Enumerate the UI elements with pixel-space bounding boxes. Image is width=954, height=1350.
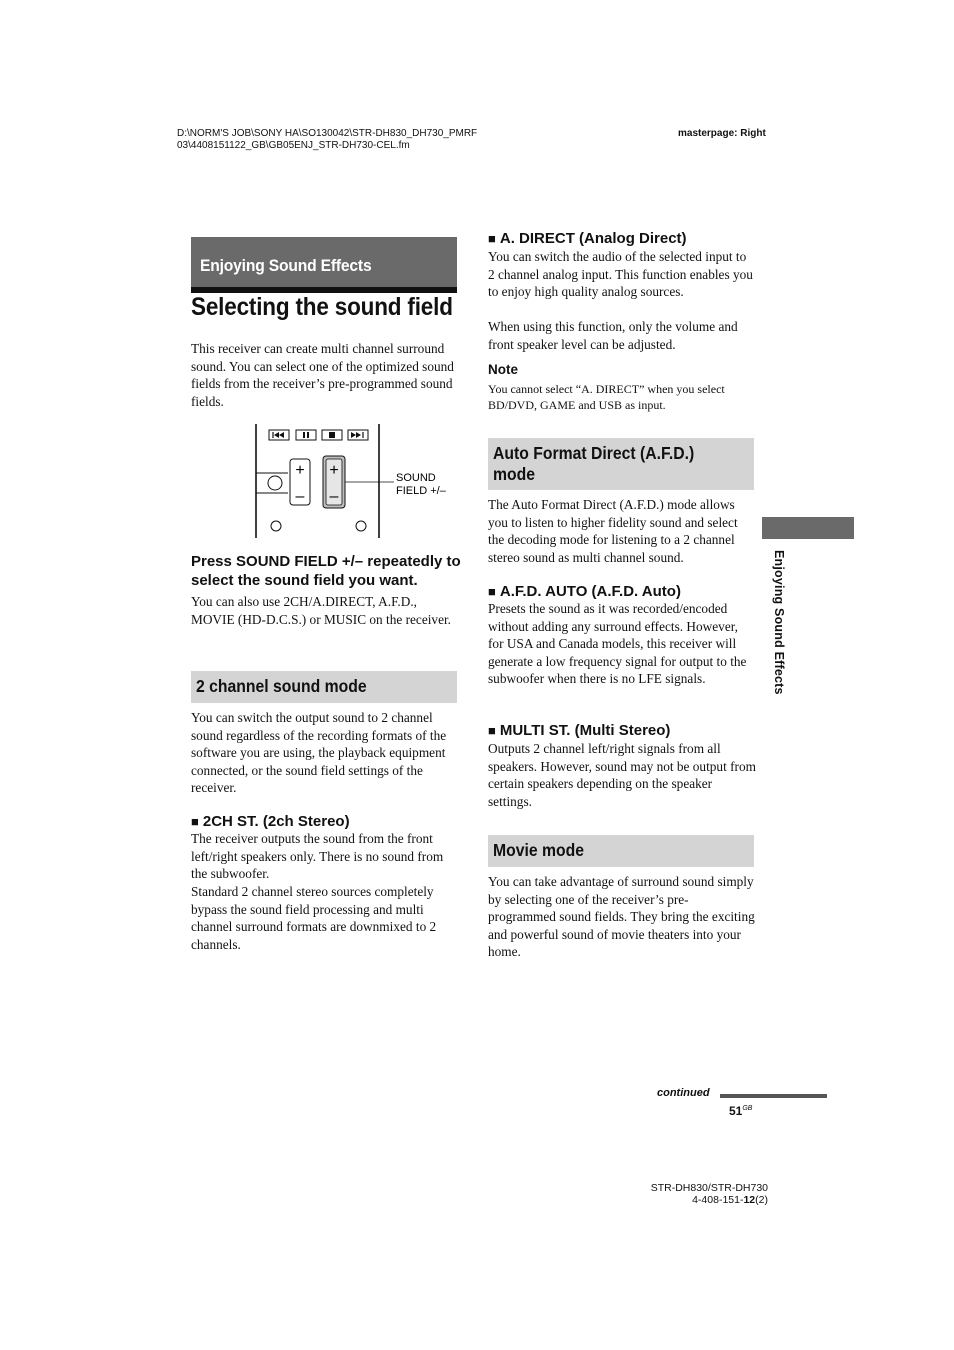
sound-field-rocker	[323, 456, 345, 508]
sound-field-plus-label: +	[329, 462, 339, 479]
volume-plus-label: +	[295, 462, 305, 479]
square-bullet-icon: ■	[488, 231, 496, 246]
a-direct-heading	[488, 229, 687, 248]
sound-field-label-line2: FIELD +/–	[396, 485, 446, 497]
section-banner-text: Enjoying Sound Effects	[200, 256, 372, 275]
two-ch-stereo-heading-text: 2CH ST. (2ch Stereo)	[202, 813, 350, 830]
square-bullet-icon: ■	[488, 723, 496, 738]
page-number	[729, 1104, 752, 1118]
afd-heading-line1: Auto Format Direct (A.F.D.)	[493, 443, 695, 463]
square-bullet-icon: ■	[191, 814, 199, 829]
two-channel-heading: 2 channel sound mode	[196, 676, 367, 696]
note-body: You cannot select “A. DIRECT” when you select BD/DVD, GAME and USB as input.	[488, 382, 725, 413]
footer-code-pre: 4-408-151-	[692, 1194, 744, 1206]
afd-body: The Auto Format Direct (A.F.D.) mode allows you to listen to higher fidelity sound and select the decoding mode for listening to a 2 channel stereo sound as multi channel sound.	[488, 497, 738, 565]
two-channel-heading-box	[191, 671, 457, 703]
instruction-body: You can also use 2CH/A.DIRECT, A.F.D., MOVIE (HD-D.C.S.) or MUSIC on the receiver.	[191, 594, 451, 627]
continued-bar	[720, 1094, 827, 1098]
afd-auto-heading-text: A.F.D. AUTO (A.F.D. Auto)	[499, 583, 681, 600]
sound-field-minus-label: –	[329, 488, 339, 505]
page-number-suffix: GB	[742, 1105, 753, 1112]
movie-body: You can take advantage of surround sound simply by selecting one of the receiver’s pre-programmed sound fields. They bring the exciting and powerful sound of movie theaters into your home.	[488, 874, 755, 960]
multi-stereo-heading-text: MULTI ST. (Multi Stereo)	[499, 722, 671, 739]
remote-illustration	[252, 422, 462, 542]
afd-auto-body: Presets the sound as it was recorded/encoded without adding any surround effects. However, for USA and Canada models, this receiver will generate a low frequency signal for output to the subwoofer when there is no LFE signals.	[488, 601, 747, 687]
movie-heading-box	[488, 835, 754, 867]
two-ch-stereo-body-1: The receiver outputs the sound from the front left/right speakers only. There is no sound from the subwoofer.	[191, 831, 444, 882]
pause-icon	[296, 430, 316, 440]
a-direct-body-2: When using this function, only the volume and front speaker level can be adjusted.	[488, 319, 738, 352]
footer-model-info	[600, 1182, 768, 1206]
square-bullet-icon: ■	[488, 584, 496, 599]
afd-heading-box	[488, 438, 754, 490]
side-tab-marker	[762, 517, 854, 539]
volume-rocker	[290, 459, 310, 505]
a-direct-heading-text: A. DIRECT (Analog Direct)	[499, 230, 687, 247]
instruction-heading: Press SOUND FIELD +/– repeatedly to select the sound field you want.	[191, 553, 461, 589]
a-direct-body-1: You can switch the audio of the selected input to 2 channel analog input. This function enables you to enjoy high quality analog sources.	[488, 249, 753, 300]
multi-stereo-heading	[488, 721, 670, 740]
continued-label: continued	[657, 1087, 710, 1099]
afd-heading-line2: mode	[493, 464, 536, 484]
remote-diagram	[252, 422, 462, 542]
file-path-line-2: 03\4408151122_GB\GB05ENJ_STR-DH730-CEL.fm	[177, 140, 410, 151]
movie-heading: Movie mode	[493, 840, 585, 860]
footer-model: STR-DH830/STR-DH730	[650, 1182, 768, 1194]
file-path-header	[177, 128, 477, 152]
next-track-icon	[348, 430, 368, 440]
section-banner	[191, 237, 457, 293]
page-title: Selecting the sound field	[191, 293, 453, 321]
volume-minus-label: –	[295, 488, 305, 505]
two-ch-stereo-body-2: Standard 2 channel stereo sources completely bypass the sound field processing and multi channel surround formats are downmixed to 2 channels.	[191, 884, 437, 952]
footer-code	[600, 1194, 768, 1206]
two-channel-body: You can switch the output sound to 2 channel sound regardless of the recording formats of the software you are using, the playback equipment connected, or the sound field settings of the receiver.	[191, 710, 447, 796]
multi-stereo-body: Outputs 2 channel left/right signals from all speakers. However, sound may not be output from certain speakers depending on the speaker settings.	[488, 741, 756, 809]
two-ch-stereo-heading	[191, 812, 350, 831]
sound-field-label-line1: SOUND	[396, 472, 436, 484]
stop-icon	[322, 430, 342, 440]
page-number-value: 51	[729, 1104, 743, 1118]
note-title: Note	[488, 362, 518, 377]
afd-auto-heading	[488, 582, 681, 601]
prev-track-icon	[269, 430, 289, 440]
side-section-label: Enjoying Sound Effects	[772, 550, 786, 695]
masterpage-label: masterpage: Right	[678, 128, 766, 139]
file-path-line-1: D:\NORM'S JOB\SONY HA\SO130042\STR-DH830_DH730_PMRF	[177, 128, 478, 139]
footer-code-post: (2)	[755, 1194, 768, 1206]
footer-code-bold: 12	[743, 1194, 756, 1206]
intro-paragraph: This receiver can create multi channel surround sound. You can select one of the optimized sound fields from the receiver’s pre-programmed sound fields.	[191, 341, 454, 409]
